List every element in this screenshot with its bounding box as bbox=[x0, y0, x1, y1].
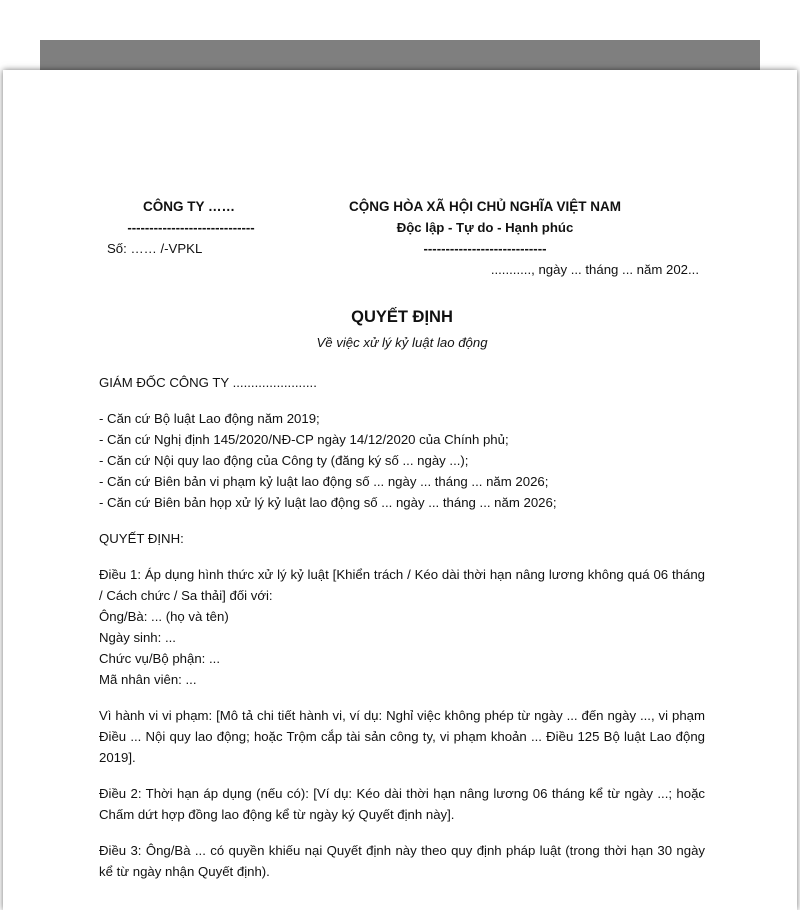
company-divider: ----------------------------- bbox=[127, 220, 255, 235]
document-content bbox=[99, 372, 705, 882]
legal-basis-item: - Căn cứ Biên bản vi phạm kỷ luật lao động số ... ngày ... tháng ... năm 2026; bbox=[99, 474, 549, 489]
motto-divider: ---------------------------- bbox=[423, 241, 547, 256]
document-subtitle: Về việc xử lý kỷ luật lao động bbox=[316, 335, 488, 350]
article-2: Điều 2: Thời hạn áp dụng (nếu có): [Ví dụ: Kéo dài thời hạn nâng lương 06 tháng kể từ ngày ...; hoặc Chấm dứt hợp đồng lao động kể từ ngày ký Quyết định này]. bbox=[99, 786, 705, 822]
legal-basis-item: - Căn cứ Nội quy lao động của Công ty (đăng ký số ... ngày ...); bbox=[99, 453, 469, 468]
employee-dob: Ngày sinh: ... bbox=[99, 630, 176, 645]
decision-number: Số: …… /-VPKL bbox=[107, 241, 203, 256]
republic-name: CỘNG HÒA XÃ HỘI CHỦ NGHĨA VIỆT NAM bbox=[348, 199, 621, 214]
issuer-line: GIÁM ĐỐC CÔNG TY ....................... bbox=[99, 375, 317, 390]
company-name: CÔNG TY …… bbox=[142, 199, 235, 214]
document-title: QUYẾT ĐỊNH bbox=[351, 308, 453, 326]
toolbar-shade bbox=[40, 40, 760, 72]
employee-position: Chức vụ/Bộ phận: ... bbox=[99, 651, 220, 666]
article-3: Điều 3: Ông/Bà ... có quyền khiếu nại Quyết định này theo quy định pháp luật (trong thời hạn 30 ngày kể từ ngày nhận Quyết định). bbox=[99, 843, 705, 879]
legal-basis-item: - Căn cứ Biên bản họp xử lý kỷ luật lao động số ... ngày ... tháng ... năm 2026; bbox=[99, 495, 557, 510]
national-motto: Độc lập - Tự do - Hạnh phúc bbox=[396, 220, 574, 235]
date-line: ..........., ngày ... tháng ... năm 202... bbox=[490, 262, 699, 277]
legal-basis-item: - Căn cứ Bộ luật Lao động năm 2019; bbox=[99, 411, 320, 426]
employee-id: Mã nhân viên: ... bbox=[99, 672, 197, 687]
document-page bbox=[3, 70, 797, 910]
violation-description: Vì hành vi vi phạm: [Mô tả chi tiết hành vi, ví dụ: Nghỉ việc không phép từ ngày ... đến ngày ..., vi phạm Điều ... Nội quy lao động; hoặc Trộm cắp tài sản công ty, vi phạm khoản ... Điều 125 Bộ luật Lao động 2019]. bbox=[99, 708, 705, 765]
decision-heading: QUYẾT ĐỊNH: bbox=[99, 531, 184, 546]
legal-basis-item: - Căn cứ Nghị định 145/2020/NĐ-CP ngày 14/12/2020 của Chính phủ; bbox=[99, 432, 509, 447]
article-1: Điều 1: Áp dụng hình thức xử lý kỷ luật [Khiển trách / Kéo dài thời hạn nâng lương không quá 06 tháng / Cách chức / Sa thải] đối với: bbox=[99, 567, 705, 603]
employee-name: Ông/Bà: ... (họ và tên) bbox=[99, 609, 229, 624]
